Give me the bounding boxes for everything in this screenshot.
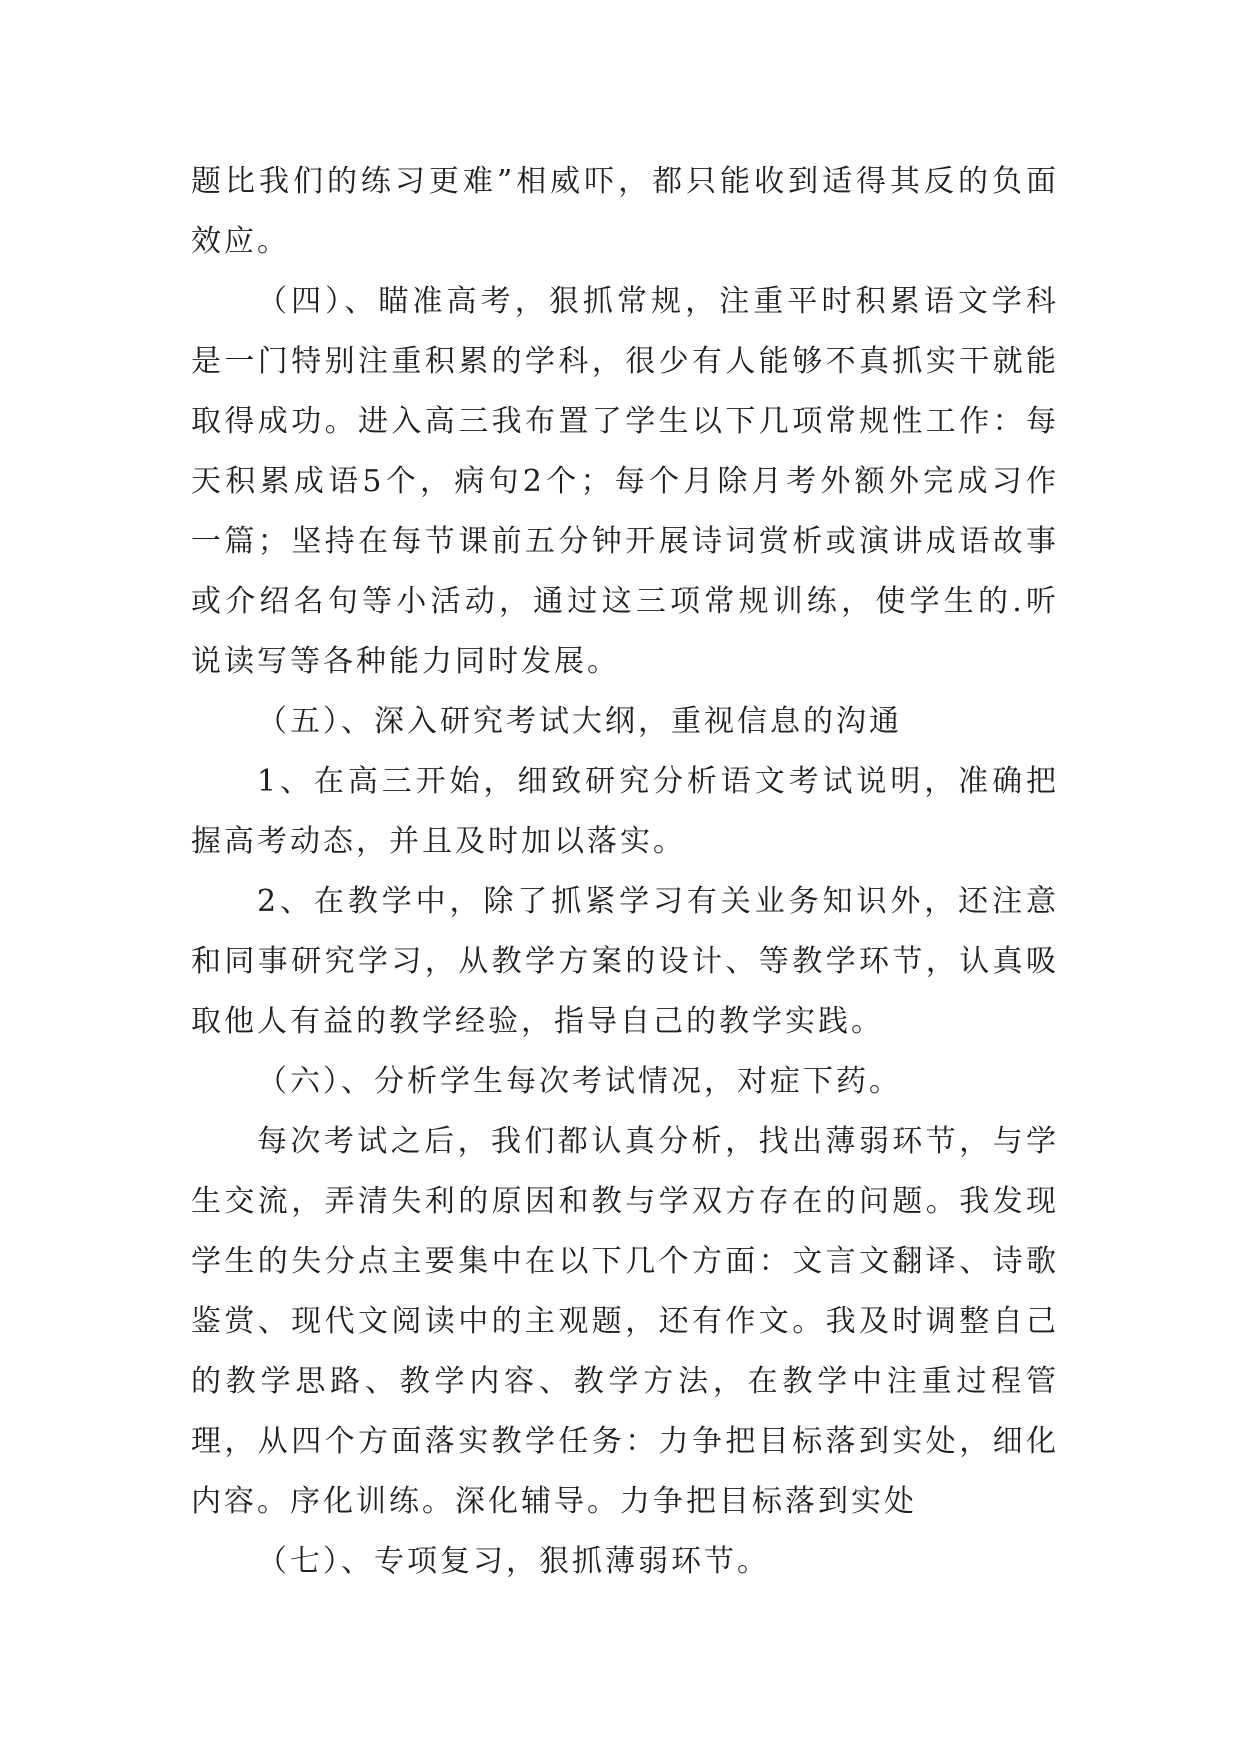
paragraph-item-1: 1、在高三开始，细致研究分析语文考试说明，准确把握高考动态，并且及时加以落实。 xyxy=(191,764,1059,859)
paragraph-1: 题比我们的练习更难”相威吓，都只能收到适得其反的负面效应。 xyxy=(191,164,1059,259)
paragraph-item-2: 2、在教学中，除了抓紧学习有关业务知识外，还注意和同事研究学习，从教学方案的设计、等教学环节，认真吸取他人有益的教学经验，指导自己的教学实践。 xyxy=(191,884,1059,1039)
paragraph-section-6-heading: （六）、分析学生每次考试情况，对症下药。 xyxy=(257,1064,902,1099)
paragraph-section-7-heading: （七）、专项复习，狠抓薄弱环节。 xyxy=(257,1544,770,1579)
document-body xyxy=(191,152,1059,1592)
paragraph-section-5-heading: （五）、深入研究考试大纲，重视信息的沟通 xyxy=(257,704,902,739)
paragraph-section-6-body: 每次考试之后，我们都认真分析，找出薄弱环节，与学生交流，弄清失利的原因和教与学双方存在的问题。我发现学生的失分点主要集中在以下几个方面：文言文翻译、诗歌鉴赏、现代文阅读中的主观题，还有作文。我及时调整自己的教学思路、教学内容、教学方法，在教学中注重过程管理，从四个方面落实教学任务：力争把目标落到实处，细化内容。序化训练。深化辅导。力争把目标落到实处 xyxy=(191,1124,1059,1519)
paragraph-section-4: （四）、瞄准高考，狠抓常规，注重平时积累语文学科是一门特别注重积累的学科，很少有人能够不真抓实干就能取得成功。进入高三我布置了学生以下几项常规性工作：每天积累成语5个，病句2个；每个月除月考外额外完成习作一篇；坚持在每节课前五分钟开展诗词赏析或演讲成语故事或介绍名句等小活动，通过这三项常规训练，使学生的.听说读写等各种能力同时发展。 xyxy=(191,284,1059,679)
